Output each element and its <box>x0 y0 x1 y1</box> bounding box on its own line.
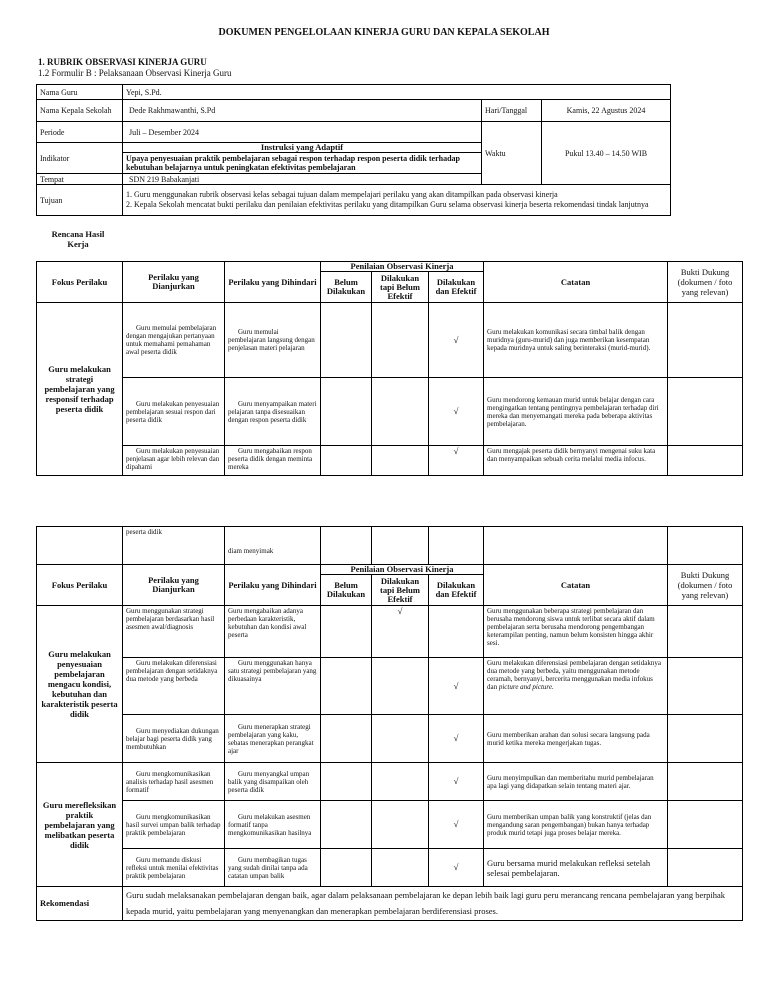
catatan-cell: Guru memberikan arahan dan solusi secara langsung pada murid ketika mereka mengerjakan tugas. <box>484 715 668 763</box>
table-row <box>37 763 743 801</box>
header-efektif: Dilakukan dan Efektif <box>429 272 484 303</box>
dianjurkan-cell: Guru menggunakan strategi pembelajaran berdasarkan hasil asesmen awal/diagnosis <box>123 606 225 658</box>
check-mark: √ <box>429 801 484 849</box>
fokus-cell: Guru merefleksikan praktik pembelajaran yang melibatkan peserta didik <box>37 763 123 887</box>
check-mark: √ <box>429 849 484 887</box>
header-penilaian: Penilaian Observasi Kinerja <box>321 565 484 575</box>
header-dihindari: Perilaku yang Dihindari <box>225 262 321 303</box>
dianjurkan-cell: Guru melakukan diferensiasi pembelajaran dengan setidaknya dua metode yang berbeda <box>123 658 225 715</box>
dihindari-cell: Guru menerapkan strategi pembelajaran yang kaku, sebatas menerapkan perangkat ajar <box>225 715 321 763</box>
indikator-value: Upaya penyesuaian praktik pembelajaran sebagai respon terhadap respon peserta didik terhadap kebutuhan belajarnya untuk peningkatan efektivitas pembelajaran <box>126 154 460 172</box>
header-dianjurkan: Perilaku yang Dianjurkan <box>123 262 225 303</box>
header-fokus: Fokus Perilaku <box>37 262 123 303</box>
nama-kepala-label: Nama Kepala Sekolah <box>37 100 123 122</box>
periode-label: Periode <box>37 122 123 143</box>
section-subheading: 1.2 Formulir B : Pelaksanaan Observasi Kinerja Guru <box>38 68 232 78</box>
header-dianjurkan: Perilaku yang Dianjurkan <box>123 565 225 606</box>
check-mark: √ <box>429 303 484 378</box>
tempat-value: SDN 219 Babakanjati <box>123 174 482 185</box>
check-mark: √ <box>372 606 429 658</box>
waktu-value: Pukul 13.40 – 14.50 WIB <box>542 122 671 185</box>
header-belum: Belum Dilakukan <box>321 272 372 303</box>
catatan-italic: picture and picture. <box>498 683 554 691</box>
periode-value: Juli – Desember 2024 <box>123 122 482 143</box>
dihindari-cell: Guru mengabaikan respon peserta didik dengan meminta mereka <box>225 446 321 476</box>
dihindari-cell: Guru menyangkal umpan balik yang disampaikan oleh peserta didik <box>225 763 321 801</box>
dihindari-cell: Guru mengabaikan adanya perbedaan karakteristik, kebutuhan dan kondisi awal peserta <box>225 606 321 658</box>
catatan-cell: Guru menyimpulkan dan memberitahu murid pembelajaran apa lagi yang didapatkan selain tentang materi ajar. <box>484 763 668 801</box>
header-penilaian: Penilaian Observasi Kinerja <box>321 262 484 272</box>
dihindari-cell: Guru memulai pembelajaran langsung dengan penjelasan materi pelajaran <box>225 303 321 378</box>
table-row <box>37 527 743 565</box>
check-mark: √ <box>429 658 484 715</box>
fokus-cell: Guru melakukan penyesuaian pembelajaran mengacu kondisi, kebutuhan dan karakteristik peserta didik <box>37 606 123 763</box>
table-row <box>37 378 743 446</box>
continued-dihindari: diam menyimak <box>225 527 321 565</box>
catatan-cell: Guru mendorong kemauan murid untuk belajar dengan cara mengingatkan tentang pentingnya pembelajaran terhadap diri mereka dan menyemangati mereka pada beberapa aktivitas pembelajaran. <box>484 378 668 446</box>
tujuan-item-1: 1. Guru menggunakan rubrik observasi kelas sebagai tujuan dalam mempelajari perilaku yang akan ditampilkan pada observasi kinerja <box>126 190 558 199</box>
observation-table-1 <box>36 261 743 476</box>
rencana-hasil-kerja-label: Rencana Hasil Kerja <box>51 229 105 249</box>
info-table <box>36 84 671 216</box>
indikator-title: Instruksi yang Adaptif <box>123 143 481 153</box>
header-bukti: Bukti Dukung (dokumen / foto yang relevan) <box>668 262 743 303</box>
tujuan-item-2: 2. Kepala Sekolah mencatat bukti perilaku dan penilaian efektivitas perilaku yang ditampilkan Guru selama observasi kinerja beserta rekomendasi tindak lanjutnya <box>126 200 649 209</box>
check-mark: √ <box>429 378 484 446</box>
rekomendasi-label: Rekomendasi <box>37 887 123 921</box>
catatan-cell: Guru melakukan diferensiasi pembelajaran dengan setidaknya dua metode yang berbeda, yaitu menggunakan metode ceramah, bernyanyi, bercerita menggunakan media infokus dan <box>487 659 661 691</box>
header-catatan: Catatan <box>484 565 668 606</box>
dihindari-cell: Guru menggunakan hanya satu strategi pembelajaran yang dikuasainya <box>225 658 321 715</box>
dianjurkan-cell: Guru memandu diskusi refleksi untuk menilai efektivitas praktik pembelajaran <box>123 849 225 887</box>
dihindari-cell: Guru menyampaikan materi pelajaran tanpa disesuaikan dengan respon peserta didik <box>225 378 321 446</box>
check-mark: √ <box>429 763 484 801</box>
observation-table-2 <box>36 526 743 921</box>
table-row <box>37 606 743 658</box>
waktu-label: Waktu <box>482 122 542 185</box>
header-efektif: Dilakukan dan Efektif <box>429 575 484 606</box>
catatan-cell: Guru mengajak peserta didik bernyanyi mengenai suku kata dan menyampaikan sebuah cerita melalui media infocus. <box>484 446 668 476</box>
table-row <box>37 849 743 887</box>
dianjurkan-cell: Guru melakukan penyesuaian pembelajaran sesuai respon dari peserta didik <box>123 378 225 446</box>
catatan-cell: Guru memberikan umpan balik yang konstruktif (jelas dan mengandung saran pengembangan) bukan hanya terhadap produk murid tetapi juga proses belajar mereka. <box>484 801 668 849</box>
header-tapi-belum: Dilakukan tapi Belum Efektif <box>372 272 429 303</box>
table-row <box>37 446 743 476</box>
nama-guru-value: Yepi, S.Pd. <box>123 85 671 100</box>
document-title: DOKUMEN PENGELOLAAN KINERJA GURU DAN KEPALA SEKOLAH <box>218 27 550 38</box>
table-row <box>37 303 743 378</box>
tempat-label: Tempat <box>37 174 123 185</box>
hari-value: Kamis, 22 Agustus 2024 <box>542 100 671 122</box>
header-dihindari: Perilaku yang Dihindari <box>225 565 321 606</box>
dianjurkan-cell: Guru menyediakan dukungan belajar bagi peserta didik yang membutuhkan <box>123 715 225 763</box>
check-mark: √ <box>429 446 484 476</box>
header-bukti: Bukti Dukung (dokumen / foto yang relevan) <box>668 565 743 606</box>
header-fokus: Fokus Perilaku <box>37 565 123 606</box>
table-row <box>37 715 743 763</box>
continued-dianjurkan: peserta didik <box>123 527 225 565</box>
table-row <box>37 801 743 849</box>
tujuan-label: Tujuan <box>37 185 123 216</box>
table-row <box>37 887 743 921</box>
indikator-label: Indikator <box>37 143 123 174</box>
check-mark: √ <box>429 715 484 763</box>
table-row <box>37 658 743 715</box>
rekomendasi-value: Guru sudah melaksanakan pembelajaran dengan baik, agar dalam pelaksanaan pembelajaran ke depan lebih baik lagi guru peru merancang rencana pembelajaran yang berpihak kepada murid, yaitu pembelajaran yang menyenangkan dan menerapkan pembelajaran berdiferensiasi proses. <box>123 887 743 921</box>
dianjurkan-cell: Guru mengkomunikasikan hasil survei umpan balik terhadap praktik pembelajaran <box>123 801 225 849</box>
dianjurkan-cell: Guru melakukan penyesuaian penjelasan agar lebih relevan dan dipahami <box>123 446 225 476</box>
header-catatan: Catatan <box>484 262 668 303</box>
dihindari-cell: Guru melakukan asesmen formatif tanpa mengkomunikasikan hasilnya <box>225 801 321 849</box>
catatan-cell: Guru melakukan komunikasi secara timbal balik dengan muridnya (guru-murid) dan juga memberikan kesempatan kepada muridnya untuk saling berinteraksi (murid-murid). <box>484 303 668 378</box>
header-belum: Belum Dilakukan <box>321 575 372 606</box>
catatan-cell: Guru menggunakan beberapa strategi pembelajaran dan berusaha mendorong siswa untuk terlibat secara aktif dalam pembelajaran serta berusaha mendorong pengembangan keterampilan penting, namun belum konsisten hingga akhir sesi. <box>484 606 668 658</box>
nama-guru-label: Nama Guru <box>37 85 123 100</box>
dianjurkan-cell: Guru memulai pembelajaran dengan mengajukan pertanyaan untuk memahami pemahaman awal peserta didik <box>123 303 225 378</box>
section-heading: 1. RUBRIK OBSERVASI KINERJA GURU <box>38 57 207 67</box>
nama-kepala-value: Dede Rakhmawanthi, S.Pd <box>123 100 482 122</box>
dianjurkan-cell: Guru mengkomunikasikan analisis terhadap hasil asesmen formatif <box>123 763 225 801</box>
hari-label: Hari/Tanggal <box>482 100 542 122</box>
header-tapi-belum: Dilakukan tapi Belum Efektif <box>372 575 429 606</box>
catatan-cell: Guru bersama murid melakukan refleksi setelah selesai pembelajaran. <box>484 849 668 887</box>
dihindari-cell: Guru membagikan tugas yang sudah dinilai tanpa ada catatan umpan balik <box>225 849 321 887</box>
fokus-cell: Guru melakukan strategi pembelajaran yang responsif terhadap peserta didik <box>37 303 123 476</box>
